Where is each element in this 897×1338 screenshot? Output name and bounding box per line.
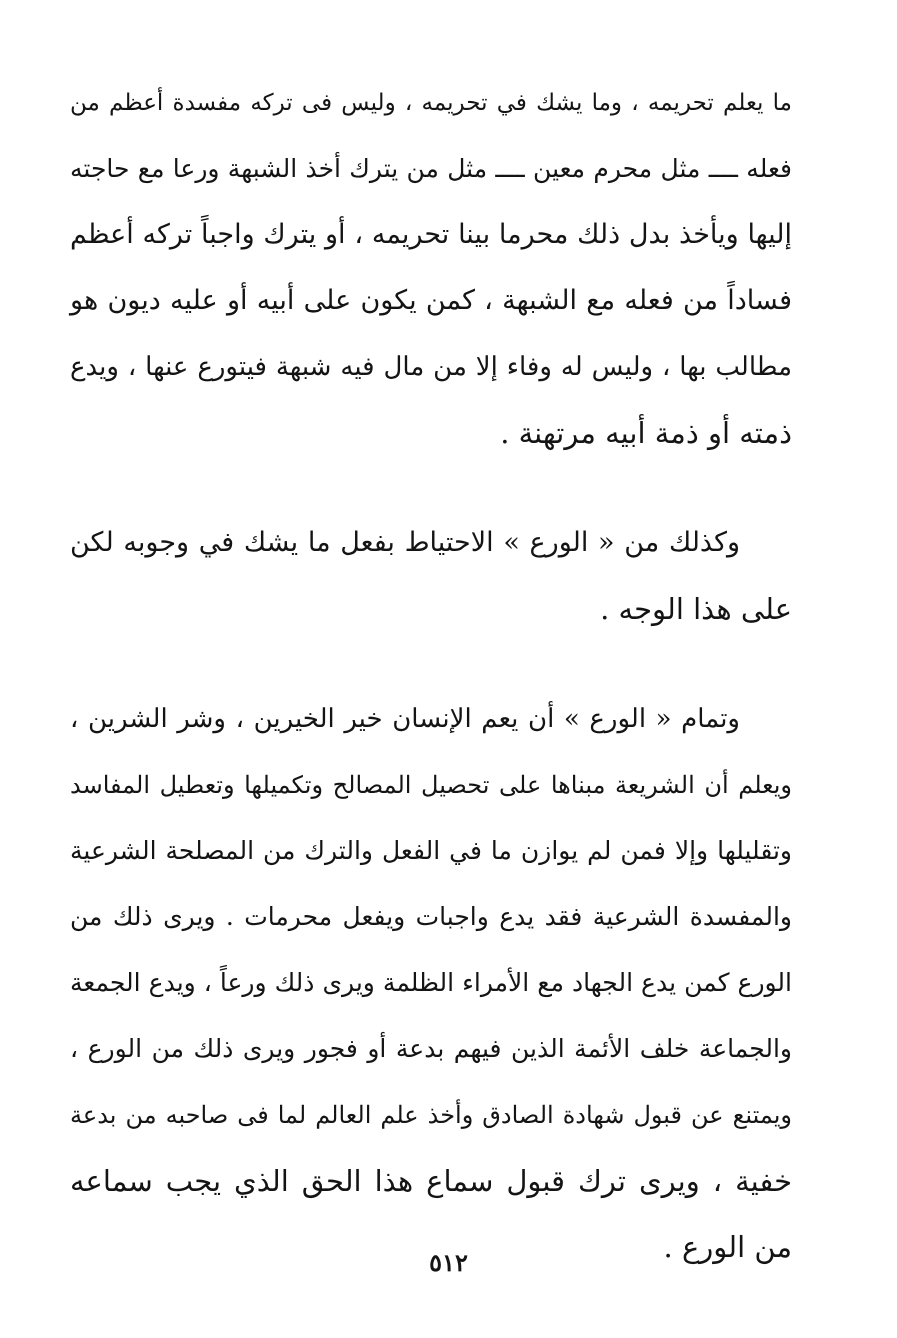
paragraph-2 (70, 510, 792, 642)
text-line: فساداً من فعله مع الشبهة ، كمن يكون على أبيه أو عليه ديون هو (70, 285, 792, 316)
text-line: على هذا الوجه . (600, 592, 792, 626)
page-number: ٥١٢ (429, 1248, 468, 1277)
text-line: وتمام « الورع » أن يعم الإنسان خير الخيرين ، وشر الشرين ، (70, 704, 740, 734)
text-line: والجماعة خلف الأئمة الذين فيهم بدعة أو فجور ويرى ذلك من الورع ، (70, 1034, 792, 1063)
text-line: وكذلك من « الورع » الاحتياط بفعل ما يشك في وجوبه لكن (70, 527, 740, 558)
text-line: ويعلم أن الشريعة مبناها على تحصيل المصالح وتكميلها وتعطيل المفاسد (70, 771, 792, 799)
text-line: وتقليلها وإلا فمن لم يوازن ما في الفعل والترك من المصلحة الشرعية (70, 836, 792, 865)
paragraph-gap (70, 466, 792, 510)
page-body (70, 70, 792, 1280)
paragraph-gap (70, 642, 792, 686)
paragraph-3 (70, 686, 792, 1280)
text-line: مطالب بها ، وليس له وفاء إلا من مال فيه شبهة فيتورع عنها ، ويدع (70, 352, 792, 382)
text-line: خفية ، ويرى ترك قبول سماع هذا الحق الذي يجب سماعه (70, 1164, 792, 1198)
text-line: إليها ويأخذ بدل ذلك محرما بينا تحريمه ، أو يترك واجباً تركه أعظم (70, 219, 792, 250)
paragraph-1 (70, 70, 792, 466)
text-line: من الورع . (663, 1230, 792, 1264)
text-line: الورع كمن يدع الجهاد مع الأمراء الظلمة ويرى ذلك ورعاً ، ويدع الجمعة (70, 968, 792, 997)
text-line: فعله ــــ مثل محرم معين ــــ مثل من يترك أخذ الشبهة ورعا مع حاجته (70, 154, 792, 183)
text-line: والمفسدة الشرعية فقد يدع واجبات ويفعل محرمات . ويرى ذلك من (70, 902, 792, 931)
text-line: ويمتنع عن قبول شهادة الصادق وأخذ علم العالم لما فى صاحبه من بدعة (70, 1101, 792, 1129)
text-line: ما يعلم تحريمه ، وما يشك في تحريمه ، وليس فى تركه مفسدة أعظم من (70, 90, 792, 116)
text-line: ذمته أو ذمة أبيه مرتهنة . (500, 416, 792, 450)
